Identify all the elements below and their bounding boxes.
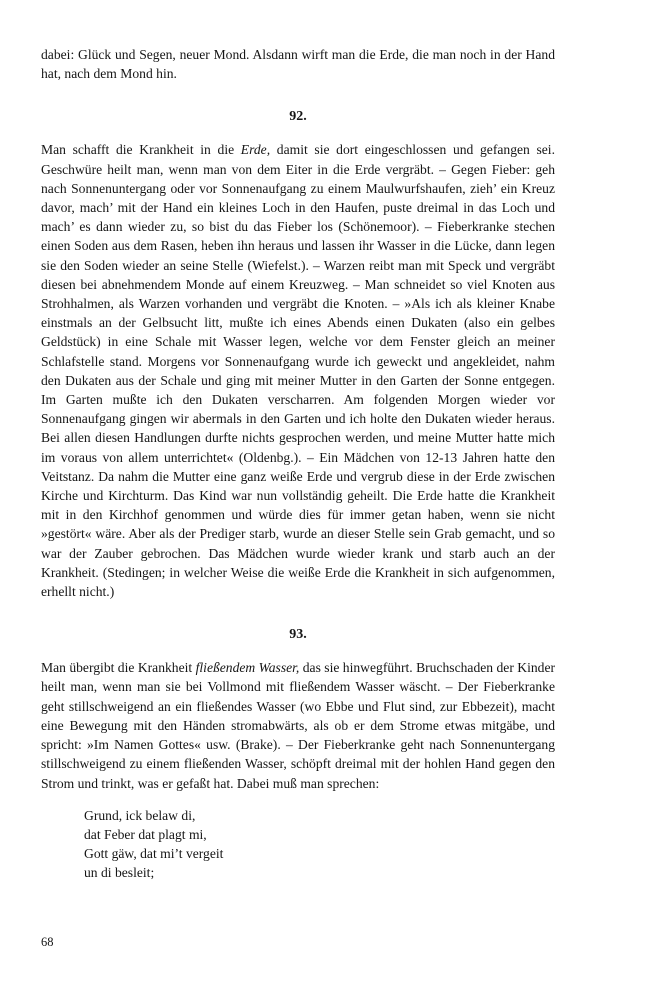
section-93-paragraph <box>41 658 555 792</box>
paragraph-text: dabei: Glück und Segen, neuer Mond. Alsdann wirft man die Erde, die man noch in der Hand hat, nach dem Mond hin. <box>41 47 555 82</box>
paragraph-text: Man schafft die Krankheit in die <box>41 142 241 158</box>
paragraph-text: damit sie dort eingeschlossen und gefangen sei. Geschwüre heilt man, wenn man von dem Eiter in die Erde vergräbt. – Gegen Fieber: geh nach Sonnenuntergang oder vor Sonnenaufgang zu einem Maulwurfshaufen, zieh’ ein Kreuz davor, mach’ mit der Hand ein kleines Loch in den Haufen, puste dreimal in das Loch und mach’ es dann wieder zu, so bist du das Fieber los (Schönemoor). – Fieberkranke stechen einen Soden aus dem Rasen, heben ihn heraus und lassen ihr Wasser in die Lücke, dann legen sie den Soden wieder an seine Stelle (Wiefelst.). – Warzen reibt man mit Speck und vergräbt diesen bei abnehmendem Monde auf einem Kreuzweg. – Man schneidet so viel Knoten aus Strohhalmen, als Warzen vorhanden und vergräbt die Knoten. – »Als ich als kleiner Knabe einstmals an der Gelbsucht litt, mußte ich eines Abends einen Dukaten (also ein gelbes Geldstück) in eine Schale mit Wasser legen, welche vor dem Fenster gleich an meiner Schlafstelle stand. Morgens vor Sonnenaufgang wurde ich geweckt und angekleidet, nahm den Dukaten aus der Schale und ging mit meiner Mutter in den Garten der Sonne entgegen. Im Garten mußte ich den Dukaten verscharren. Am folgenden Morgen wieder vor Sonnenaufgang gingen wir abermals in den Garten und ich holte den Dukaten wieder heraus. Bei allen diesen Handlungen durfte nichts gesprochen werden, und meine Mutter hatte mich im voraus von allem unterrichtet« (Oldenbg.). – Ein Mädchen von 12-13 Jahren hatte den Veitstanz. Da nahm die Mutter eine ganz weiße Erde und vergrub diese in der Erde zwischen Kirche und Kirchturm. Das Kind war nun vollständig geheilt. Die Erde hatte die Krankheit mit in den Kirchhof genommen und würde dies für immer getan haben, wenn sie nicht »gestört« wäre. Aber als der Prediger starb, wurde an dieser Stelle sein Grab gemacht, und so war der Zauber gebrochen. Das Mädchen wurde wieder krank und starb auch an der Krankheit. (Stedingen; in welcher Weise die weiße Erde die Krankheit in sich aufgenommen, erhellt nicht.) <box>41 142 555 600</box>
section-92-heading: 92. <box>289 109 307 125</box>
section-92-paragraph <box>41 140 555 601</box>
page-number: 68 <box>41 935 54 949</box>
verse-line: Grund, ick belaw di, <box>84 807 196 823</box>
emphasized-term: Erde, <box>240 142 271 158</box>
verse-line: Gott gäw, dat mi’t vergeit <box>84 846 224 862</box>
section-93-heading: 93. <box>289 627 307 643</box>
verse-line: dat Feber dat plagt mi, <box>84 826 207 842</box>
verse-block <box>41 806 555 883</box>
paragraph-text: Man übergibt die Krankheit <box>41 660 196 676</box>
paragraph-continuation <box>41 45 555 83</box>
emphasized-term: fließendem Wasser, <box>195 660 300 676</box>
paragraph-text: das sie hinwegführt. Bruchschaden der Kinder heilt man, wenn man sie bei Vollmond mit fließendem Wasser wäscht. – Der Fieberkranke geht stillschweigend an ein fließendes Wasser (wo Ebbe und Flut sind, zur Ebbezeit), macht eine Bewegung mit den Händen stromabwärts, als ob er dem Strome etwas mitgäbe, und spricht: »Im Namen Gottes« usw. (Brake). – Der Fieberkranke geht nach Sonnenuntergang stillschweigend zu einem fließenden Wasser, schöpft dreimal mit der hohlen Hand gegen den Strom und trinkt, was er gefaßt hat. Dabei muß man sprechen: <box>41 660 556 791</box>
verse-line: un di besleit; <box>84 865 155 881</box>
